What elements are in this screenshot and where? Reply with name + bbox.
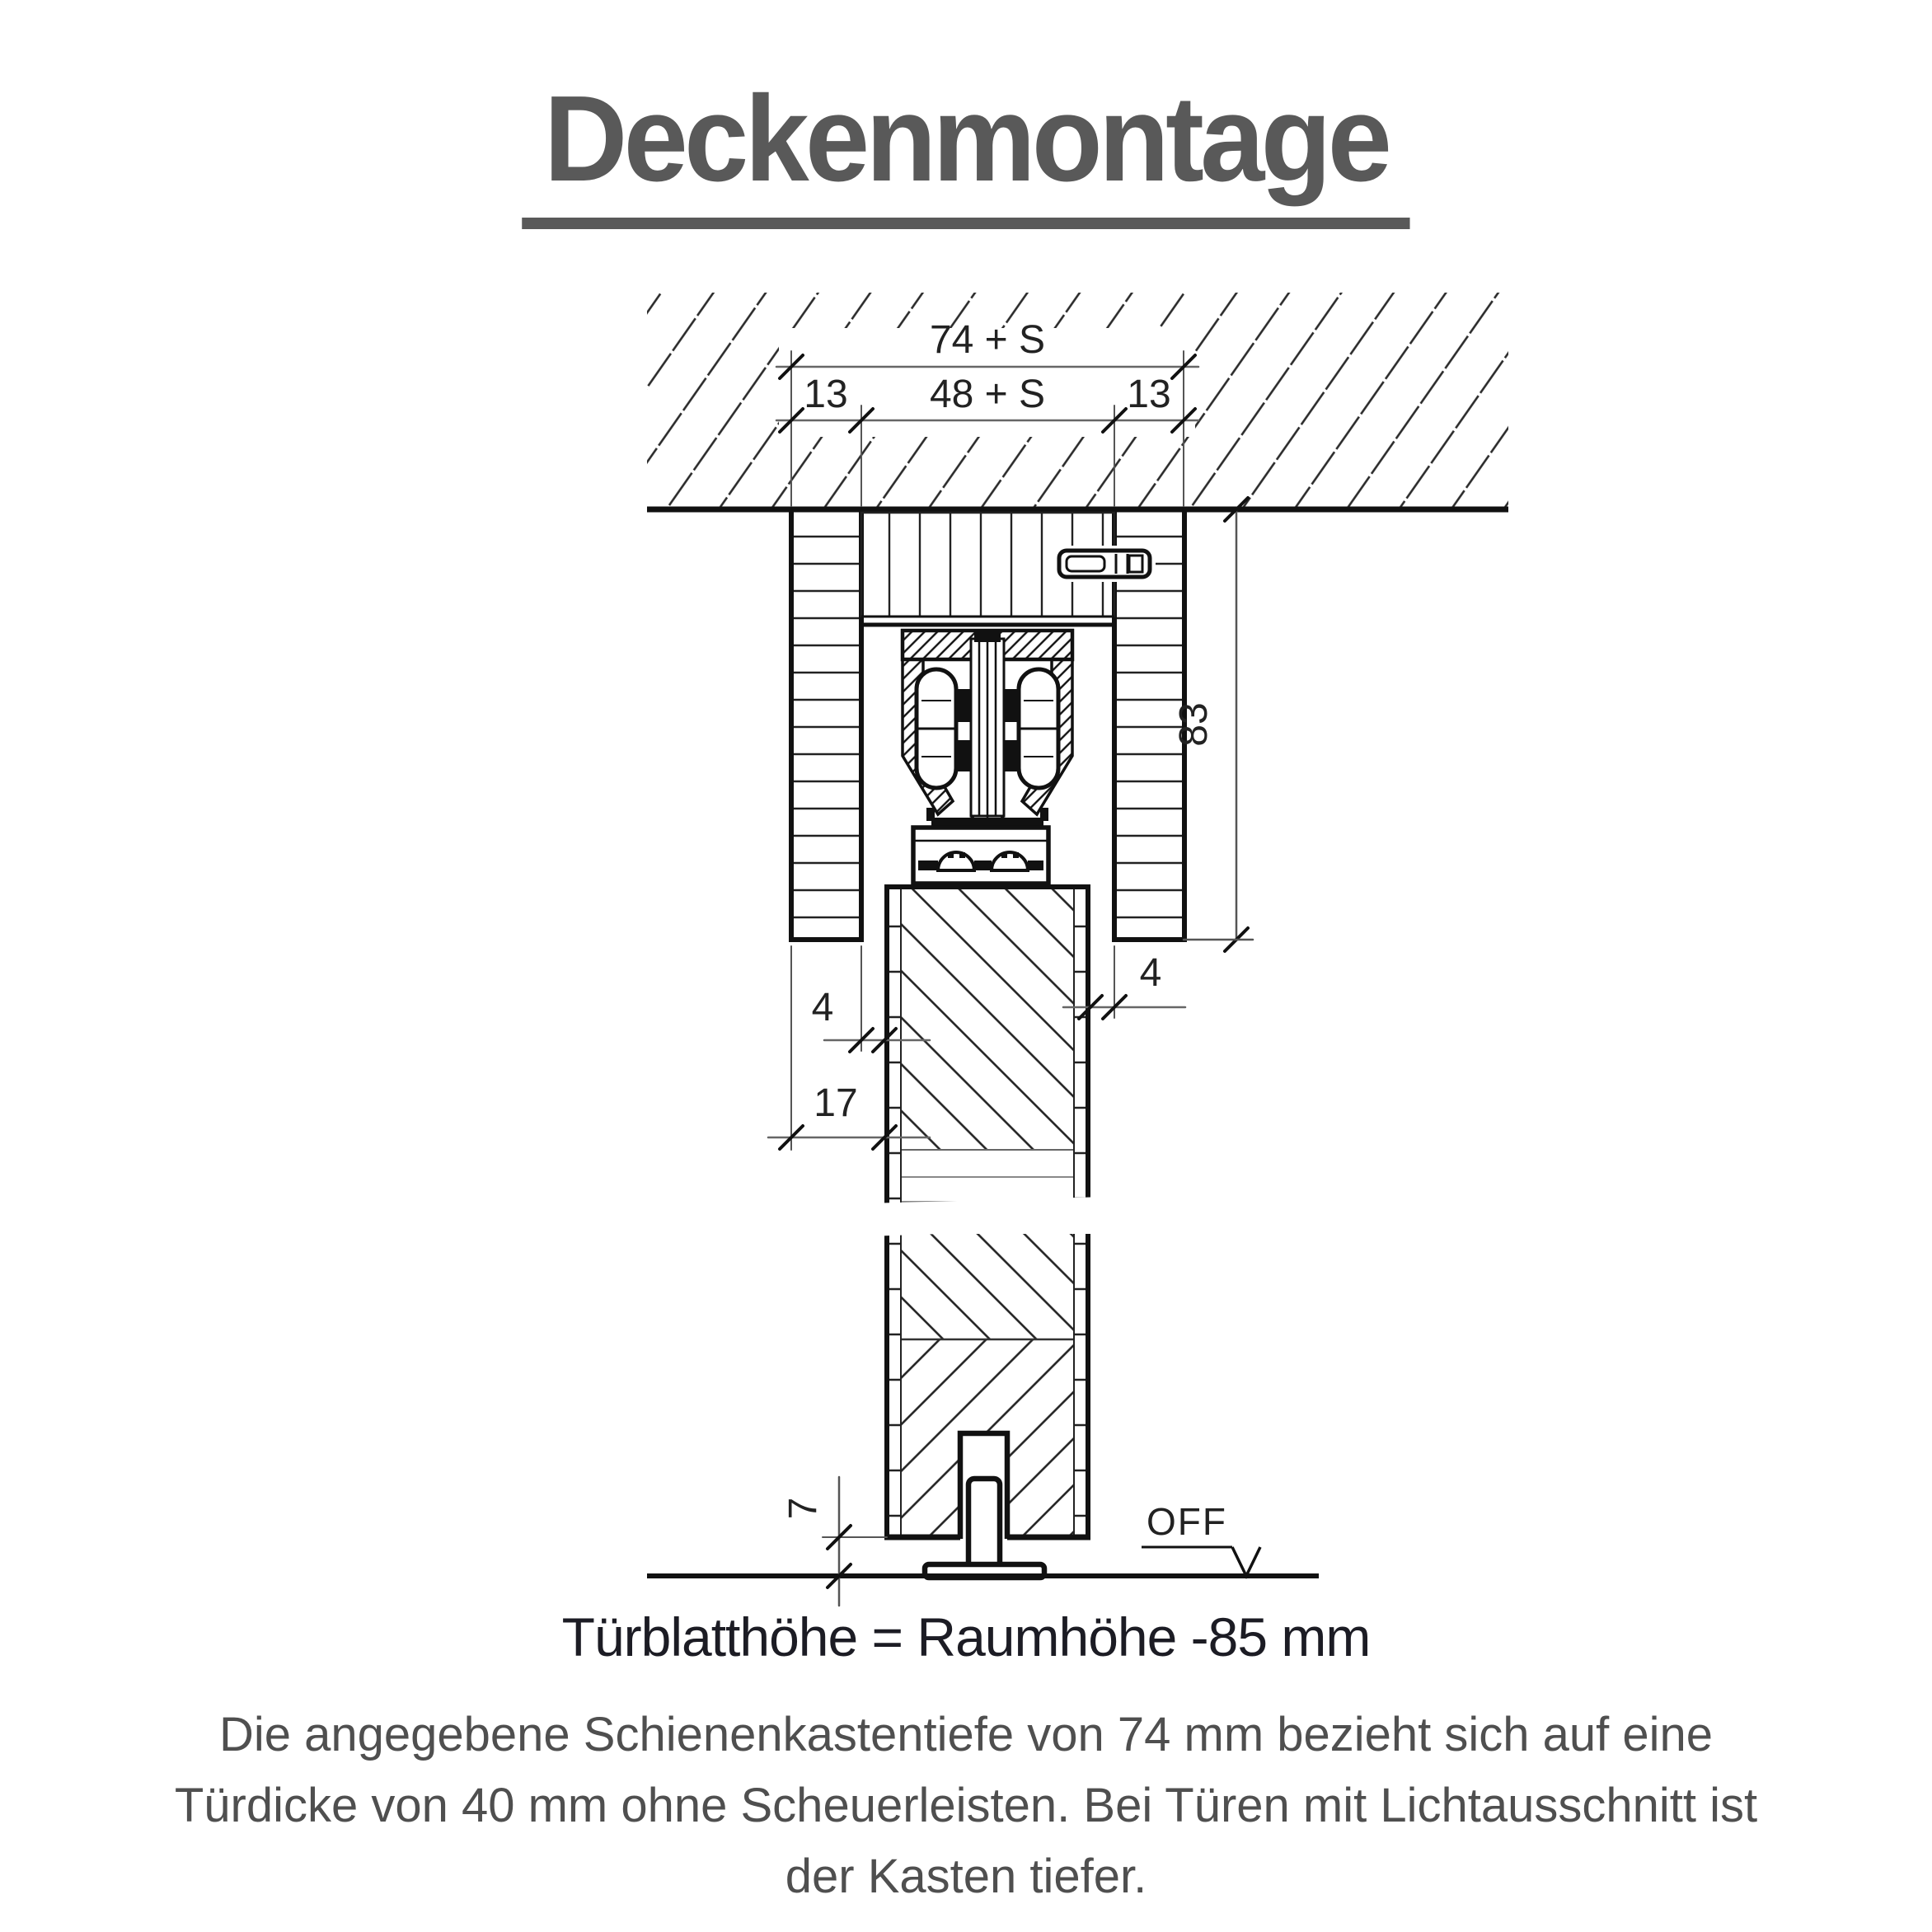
side-board-left [791,509,861,940]
dim-clear-width-label: 48 + S [929,373,1046,416]
footnote-line-1: Die angegebene Schienenkastentiefe von 74 mm bezieht sich auf eine [218,1708,1714,1761]
ceiling-hatch [647,293,1508,509]
dim-box-height-label: 83 [1172,702,1216,747]
dim-wall-left-label: 13 [804,373,848,416]
ceiling-mount-diagram [429,288,1508,1657]
footnote-line-3: der Kasten tiefer. [785,1850,1147,1903]
roller-carriage [903,629,1072,884]
dim-box-depth-label: 74 + S [929,318,1046,362]
door-height-formula: Türblatthöhe = Raumhöhe -85 mm [561,1606,1371,1667]
dimension-floor-gap [781,1477,887,1606]
dim-track-offset-label: 17 [814,1081,858,1125]
dim-wall-right-label: 13 [1127,373,1171,416]
floor-reference-label: OFF [1147,1500,1227,1543]
mounting-bracket [913,828,1048,884]
dim-gap-right-label: 4 [1139,951,1162,995]
door-panel [867,886,1106,1540]
connector-bolt [1053,546,1156,582]
footnote [51,1700,1881,1912]
dim-gap-left-label: 4 [811,986,834,1029]
floor-reference [1142,1500,1260,1576]
page-title: Deckenmontage [522,69,1410,229]
break-line [867,1197,1106,1236]
footnote-line-2: Türdicke von 40 mm ohne Scheuerleisten. Bei Türen mit Lichtausschnitt ist [174,1779,1758,1832]
dim-floor-gap-label: 7 [781,1497,825,1520]
